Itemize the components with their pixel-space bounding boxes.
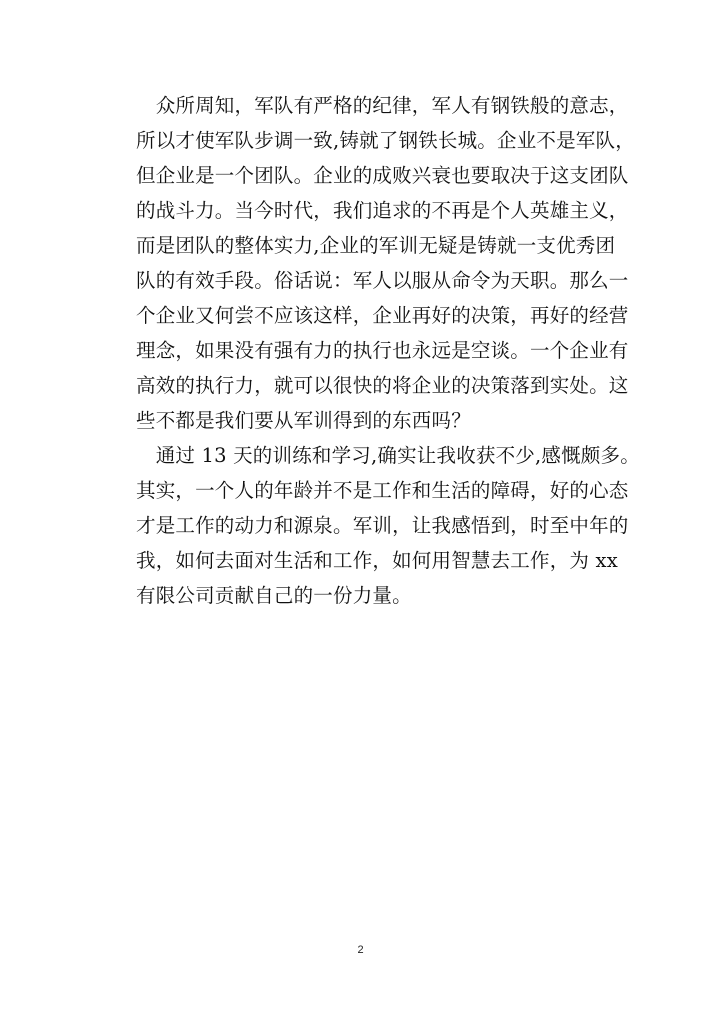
text-line: 个企业又何尝不应该这样，企业再好的决策，再好的经营 <box>136 304 629 327</box>
text-line: 但企业是一个团队。企业的成败兴衰也要取决于这支团队 <box>136 164 629 187</box>
text-line: 所以才使军队步调一致,铸就了钢铁长城。企业不是军队， <box>136 129 635 152</box>
text-line: 些不都是我们要从军训得到的东西吗？ <box>136 409 471 432</box>
text-line: 高效的执行力，就可以很快的将企业的决策落到实处。这 <box>136 374 629 397</box>
text-line: 其实，一个人的年龄并不是工作和生活的障碍，好的心态 <box>136 479 629 502</box>
text-line: 有限公司贡献自己的一份力量。 <box>136 584 412 607</box>
text-line: 众所周知，军队有严格的纪律，军人有钢铁般的意志， <box>136 94 629 117</box>
page-number: 2 <box>357 944 364 956</box>
text-line: 才是工作的动力和源泉。军训，让我感悟到，时至中年的 <box>136 514 629 537</box>
text-line: 而是团队的整体实力,企业的军训无疑是铸就一支优秀团 <box>136 234 616 257</box>
text-line: 通过 13 天的训练和学习,确实让我收获不少,感慨颇多。 <box>136 444 640 467</box>
text-line: 的战斗力。当今时代，我们追求的不再是个人英雄主义， <box>136 199 629 222</box>
body-text <box>136 88 640 613</box>
text-line: 理念，如果没有强有力的执行也永远是空谈。一个企业有 <box>136 339 629 362</box>
text-line: 我，如何去面对生活和工作，如何用智慧去工作，为 xx <box>136 549 618 572</box>
text-line: 队的有效手段。俗话说：军人以服从命令为天职。那么一 <box>136 269 629 292</box>
